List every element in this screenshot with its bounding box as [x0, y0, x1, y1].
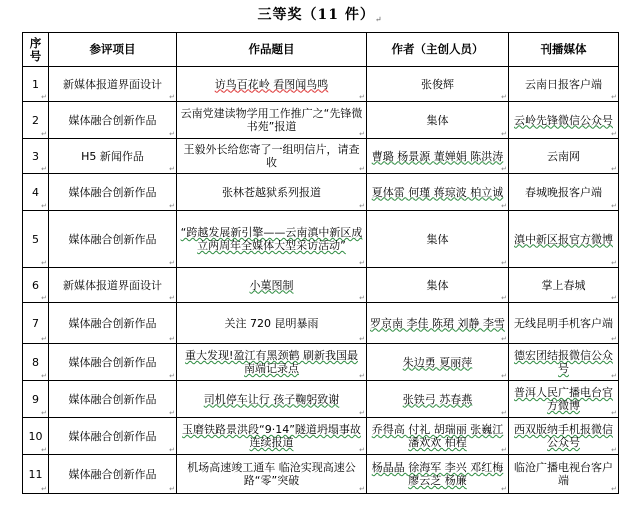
table-row — [23, 102, 619, 139]
table-row — [23, 418, 619, 455]
cell-end-mark-icon: ↵ — [41, 485, 47, 493]
table-row — [23, 381, 619, 418]
cell-author — [367, 102, 509, 139]
cell-no — [23, 381, 49, 418]
cell-category-text: H5 新闻作品 — [81, 149, 144, 163]
cell-author — [367, 455, 509, 494]
cell-work-title — [177, 67, 367, 102]
cell-end-mark-icon: ↵ — [169, 446, 175, 454]
cell-author-text: 乔得高 付礼 胡瑞丽 张巍江 潘欢欢 柏程 — [371, 423, 504, 449]
cell-publisher-text: 滇中新区报官方微博 — [514, 232, 613, 246]
cell-end-mark-icon: ↵ — [169, 165, 175, 173]
cell-author — [367, 174, 509, 211]
cell-publisher — [509, 102, 619, 139]
cell-author-text: 集体 — [426, 232, 449, 246]
cell-work-title-text: 重大发现!盈江有黑颈鹤 刷新我国最南端记录点 — [185, 349, 358, 375]
cell-publisher — [509, 67, 619, 102]
cell-end-mark-icon: ↵ — [359, 259, 365, 267]
title-text: 三等奖（11 件） — [257, 7, 375, 23]
header-author: 作者（主创人员） — [367, 33, 509, 67]
cell-no — [23, 268, 49, 303]
cell-end-mark-icon: ↵ — [359, 294, 365, 302]
cell-end-mark-icon: ↵ — [169, 130, 175, 138]
header-category: 参评项目 — [49, 33, 177, 67]
cell-category — [49, 67, 177, 102]
cell-author — [367, 303, 509, 344]
cell-publisher-text: 临沧广播电视台客户端 — [514, 461, 613, 487]
cell-end-mark-icon: ↵ — [611, 294, 617, 302]
cell-publisher — [509, 211, 619, 268]
header-no: 序号 — [23, 33, 49, 67]
cell-category — [49, 174, 177, 211]
cell-end-mark-icon: ↵ — [611, 409, 617, 417]
cell-end-mark-icon: ↵ — [41, 446, 47, 454]
table-row — [23, 344, 619, 381]
cell-no-text: 8 — [32, 355, 39, 369]
cell-no — [23, 418, 49, 455]
cell-publisher — [509, 344, 619, 381]
cell-work-title-text: 机场高速竣工通车 临沧实现高速公路“零”突破 — [187, 461, 356, 487]
cell-end-mark-icon: ↵ — [359, 372, 365, 380]
cell-publisher — [509, 303, 619, 344]
cell-work-title-text: 司机停车让行 孩子鞠躬致谢 — [203, 392, 340, 406]
cell-end-mark-icon: ↵ — [41, 165, 47, 173]
cell-end-mark-icon: ↵ — [41, 372, 47, 380]
cell-work-title — [177, 344, 367, 381]
cell-author — [367, 268, 509, 303]
cell-end-mark-icon: ↵ — [359, 165, 365, 173]
cell-category-text: 新媒体报道界面设计 — [63, 278, 162, 292]
cell-end-mark-icon: ↵ — [611, 446, 617, 454]
cell-category — [49, 139, 177, 174]
cell-end-mark-icon: ↵ — [501, 202, 507, 210]
cell-end-mark-icon: ↵ — [41, 93, 47, 101]
cell-end-mark-icon: ↵ — [611, 259, 617, 267]
cell-publisher-text: 西双版纳手机报微信公众号 — [514, 423, 613, 449]
cell-end-mark-icon: ↵ — [359, 93, 365, 101]
cell-category — [49, 102, 177, 139]
cell-category-text: 媒体融合创新作品 — [68, 113, 157, 127]
cell-end-mark-icon: ↵ — [501, 259, 507, 267]
cell-end-mark-icon: ↵ — [501, 335, 507, 343]
cell-author — [367, 381, 509, 418]
cell-work-title — [177, 303, 367, 344]
cell-end-mark-icon: ↵ — [169, 485, 175, 493]
cell-publisher-text: 云南网 — [547, 149, 580, 163]
cell-no — [23, 139, 49, 174]
cell-end-mark-icon: ↵ — [359, 130, 365, 138]
cell-end-mark-icon: ↵ — [501, 485, 507, 493]
cell-work-title-text: 玉磨铁路景洪段“9·14”隧道坍塌事故连续报道 — [182, 423, 361, 449]
cell-publisher — [509, 174, 619, 211]
cell-no — [23, 102, 49, 139]
cell-author — [367, 344, 509, 381]
cell-end-mark-icon: ↵ — [359, 446, 365, 454]
cell-end-mark-icon: ↵ — [501, 294, 507, 302]
cell-end-mark-icon: ↵ — [359, 202, 365, 210]
cell-publisher — [509, 139, 619, 174]
cell-work-title — [177, 418, 367, 455]
cell-author-text: 朱边勇 夏丽萍 — [402, 355, 473, 369]
cell-publisher-text: 云南日报客户端 — [525, 77, 602, 91]
cell-publisher-text: 掌上春城 — [541, 278, 586, 292]
cell-end-mark-icon: ↵ — [41, 335, 47, 343]
cell-end-mark-icon: ↵ — [169, 335, 175, 343]
cell-work-title-text: 访鸟百花岭 看图闻鸟鸣 — [214, 77, 329, 91]
page-title — [0, 4, 640, 24]
cell-work-title — [177, 102, 367, 139]
cell-end-mark-icon: ↵ — [501, 165, 507, 173]
cell-author-text: 集体 — [426, 278, 449, 292]
cell-category — [49, 344, 177, 381]
cell-author-text: 集体 — [426, 113, 449, 127]
cell-work-title — [177, 455, 367, 494]
cell-no — [23, 303, 49, 344]
cell-end-mark-icon: ↵ — [611, 165, 617, 173]
cell-work-title-text: 小菓图制 — [249, 278, 294, 292]
cell-work-title — [177, 268, 367, 303]
cell-category — [49, 211, 177, 268]
cell-no-text: 9 — [32, 392, 39, 406]
cell-category-text: 媒体融合创新作品 — [68, 355, 157, 369]
cell-end-mark-icon: ↵ — [41, 130, 47, 138]
cell-publisher-text: 云岭先锋微信公众号 — [514, 113, 613, 127]
cell-work-title-text: 张林苍越狱系列报道 — [222, 185, 321, 199]
cell-author-text: 曹璐 杨景源 董婵娟 陈洪涛 — [371, 149, 504, 163]
cell-no — [23, 455, 49, 494]
cell-publisher-text: 无线昆明手机客户端 — [514, 316, 613, 330]
cell-no-text: 2 — [32, 113, 39, 127]
cell-end-mark-icon: ↵ — [169, 259, 175, 267]
cell-end-mark-icon: ↵ — [611, 485, 617, 493]
cell-end-mark-icon: ↵ — [501, 130, 507, 138]
cell-author — [367, 418, 509, 455]
cell-end-mark-icon: ↵ — [359, 485, 365, 493]
cell-author — [367, 211, 509, 268]
cell-no — [23, 67, 49, 102]
cell-author-text: 夏体雷 何瑾 蒋琼波 柏立诚 — [371, 185, 504, 199]
cell-author-text: 张俊辉 — [421, 77, 454, 91]
cell-end-mark-icon: ↵ — [501, 446, 507, 454]
cell-work-title — [177, 381, 367, 418]
paragraph-mark-icon: ↵ — [374, 15, 383, 24]
cell-category-text: 媒体融合创新作品 — [68, 392, 157, 406]
cell-no-text: 7 — [32, 316, 39, 330]
table-row — [23, 268, 619, 303]
cell-end-mark-icon: ↵ — [169, 93, 175, 101]
cell-work-title-text: 关注 720 昆明暴雨 — [224, 316, 319, 330]
cell-category — [49, 268, 177, 303]
cell-author-text: 杨晶晶 徐海军 李兴 邓红梅 廖云芝 杨廉 — [371, 461, 504, 487]
cell-publisher — [509, 455, 619, 494]
cell-category-text: 媒体融合创新作品 — [68, 429, 157, 443]
cell-author — [367, 67, 509, 102]
table-row — [23, 139, 619, 174]
cell-end-mark-icon: ↵ — [41, 409, 47, 417]
cell-category-text: 媒体融合创新作品 — [68, 316, 157, 330]
cell-work-title — [177, 174, 367, 211]
cell-category — [49, 381, 177, 418]
cell-no — [23, 174, 49, 211]
cell-author-text: 罗京南 李佳 陈珺 刘静 李雪 — [370, 316, 505, 330]
cell-work-title-text: 王毅外长给您寄了一组明信片，请查收 — [183, 143, 360, 169]
cell-end-mark-icon: ↵ — [359, 409, 365, 417]
table-row — [23, 303, 619, 344]
cell-no-text: 4 — [32, 185, 39, 199]
cell-end-mark-icon: ↵ — [169, 372, 175, 380]
cell-end-mark-icon: ↵ — [611, 130, 617, 138]
cell-end-mark-icon: ↵ — [501, 93, 507, 101]
cell-category — [49, 418, 177, 455]
cell-publisher — [509, 381, 619, 418]
cell-publisher-text: 普洱人民广播电台官方微博 — [514, 386, 613, 412]
awards-table — [22, 32, 619, 494]
cell-category-text: 新媒体报道界面设计 — [63, 77, 162, 91]
cell-category-text: 媒体融合创新作品 — [68, 467, 157, 481]
cell-end-mark-icon: ↵ — [501, 372, 507, 380]
cell-work-title-text: “跨越发展新引擎——云南滇中新区成立两周年全媒体大型采访活动” — [180, 226, 363, 252]
cell-no-text: 1 — [32, 77, 39, 91]
cell-publisher-text: 德宏团结报微信公众号 — [514, 349, 613, 375]
header-row — [23, 33, 619, 67]
cell-author-text: 张铁弓 苏春燕 — [402, 392, 473, 406]
cell-no — [23, 344, 49, 381]
cell-category — [49, 303, 177, 344]
cell-end-mark-icon: ↵ — [169, 202, 175, 210]
cell-work-title — [177, 211, 367, 268]
cell-end-mark-icon: ↵ — [611, 93, 617, 101]
table-row — [23, 455, 619, 494]
cell-no — [23, 211, 49, 268]
cell-category-text: 媒体融合创新作品 — [68, 232, 157, 246]
cell-end-mark-icon: ↵ — [611, 202, 617, 210]
cell-no-text: 5 — [32, 232, 39, 246]
cell-end-mark-icon: ↵ — [359, 335, 365, 343]
cell-end-mark-icon: ↵ — [611, 335, 617, 343]
header-publisher: 刊播媒体 — [509, 33, 619, 67]
cell-no-text: 11 — [28, 467, 43, 481]
cell-category — [49, 455, 177, 494]
table-row — [23, 67, 619, 102]
cell-category-text: 媒体融合创新作品 — [68, 185, 157, 199]
header-work-title: 作品题目 — [177, 33, 367, 67]
cell-end-mark-icon: ↵ — [169, 409, 175, 417]
cell-no-text: 10 — [28, 429, 43, 443]
table-row — [23, 211, 619, 268]
cell-end-mark-icon: ↵ — [611, 372, 617, 380]
cell-no-text: 6 — [32, 278, 39, 292]
cell-work-title — [177, 139, 367, 174]
cell-publisher — [509, 418, 619, 455]
cell-work-title-text: 云南党建读物学用工作推广之“先锋微书苑”报道 — [180, 107, 363, 133]
cell-end-mark-icon: ↵ — [41, 202, 47, 210]
cell-no-text: 3 — [32, 149, 39, 163]
cell-publisher-text: 春城晚报客户端 — [525, 185, 602, 199]
cell-end-mark-icon: ↵ — [501, 409, 507, 417]
cell-author — [367, 139, 509, 174]
table-row — [23, 174, 619, 211]
cell-end-mark-icon: ↵ — [41, 294, 47, 302]
cell-end-mark-icon: ↵ — [169, 294, 175, 302]
cell-end-mark-icon: ↵ — [41, 259, 47, 267]
cell-publisher — [509, 268, 619, 303]
